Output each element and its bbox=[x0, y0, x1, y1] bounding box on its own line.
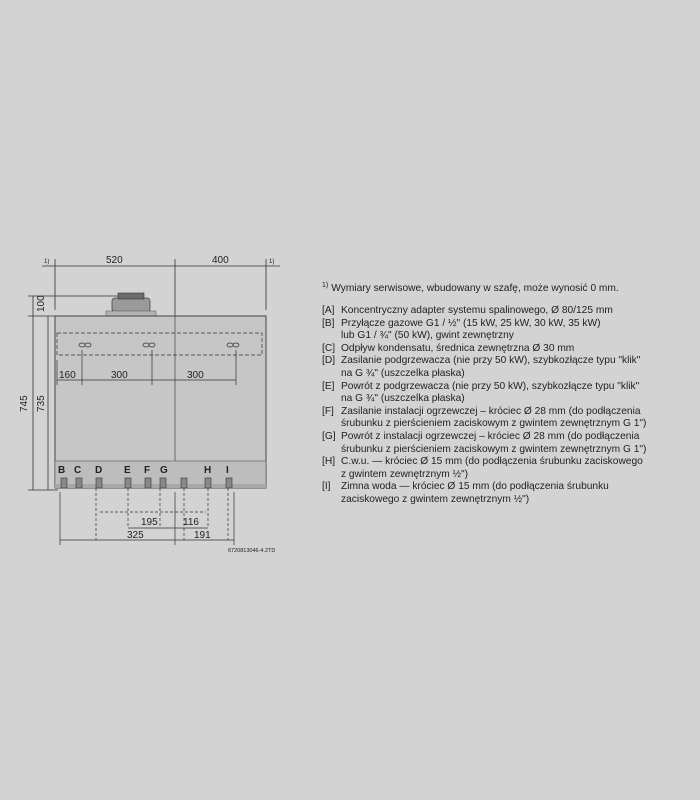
dim-300-b: 300 bbox=[187, 370, 204, 381]
footnote-text: Wymiary serwisowe, wbudowany w szafę, może wynosić 0 mm. bbox=[331, 283, 619, 294]
legend-item bbox=[322, 381, 692, 406]
legend-text: śrubunku z pierścieniem zaciskowym z gwintem zewnętrznym G 1") bbox=[341, 443, 647, 455]
legend-text: C.w.u. — króciec Ø 15 mm (do podłączenia śrubunku zaciskowego bbox=[341, 456, 643, 468]
connector-label: C bbox=[74, 465, 82, 476]
dim-745: 745 bbox=[19, 395, 30, 412]
connector-label: G bbox=[160, 465, 168, 476]
dim-195: 195 bbox=[141, 517, 158, 528]
dim-520: 520 bbox=[106, 255, 123, 266]
legend-item bbox=[322, 431, 692, 456]
legend-key: [D] bbox=[322, 355, 336, 367]
legend-text: Zimna woda — króciec Ø 15 mm (do podłączenia śrubunku bbox=[341, 481, 609, 493]
legend-key: [H] bbox=[322, 456, 336, 468]
legend-text: Zasilanie instalacji ogrzewczej – króciec Ø 28 mm (do podłączenia bbox=[341, 405, 641, 417]
connector-label: H bbox=[204, 465, 212, 476]
note-right: 1) bbox=[269, 259, 275, 265]
connector-label: E bbox=[124, 465, 131, 476]
footnote bbox=[322, 282, 692, 294]
legend-key: [I] bbox=[322, 481, 331, 493]
footnote-mark: 1) bbox=[322, 282, 329, 289]
dim-116: 116 bbox=[183, 517, 199, 528]
legend-text: Powrót z instalacji ogrzewczej – króciec Ø 28 mm (do podłączenia bbox=[341, 430, 640, 442]
legend-text: Koncentryczny adapter systemu spalinowego, Ø 80/125 mm bbox=[341, 305, 613, 316]
legend-item bbox=[322, 355, 692, 380]
dim-325: 325 bbox=[127, 530, 144, 541]
legend-key: [E] bbox=[322, 380, 335, 392]
legend-text: Zasilanie podgrzewacza (nie przy 50 kW), szybkozłącze typu "klik" bbox=[341, 355, 641, 367]
boiler-body bbox=[55, 316, 266, 488]
legend-text: Odpływ kondensatu, średnica zewnętrzna Ø 30 mm bbox=[341, 342, 575, 354]
dim-300-a: 300 bbox=[111, 370, 128, 381]
legend-key: [G] bbox=[322, 430, 336, 442]
legend-text: Powrót z podgrzewacza (nie przy 50 kW), szybkozłącze typu "klik" bbox=[341, 380, 640, 392]
legend-text: na G ¾" (uszczelka płaska) bbox=[341, 393, 465, 405]
legend-item bbox=[322, 481, 692, 506]
connector-label: F bbox=[144, 465, 151, 476]
legend-text: lub G1 / ¾" (50 kW), gwint zewnętrzny bbox=[341, 330, 514, 342]
legend-key: [A] bbox=[322, 305, 335, 316]
dim-400: 400 bbox=[212, 255, 229, 266]
legend-item bbox=[322, 318, 692, 343]
drawing-id: 6720813046-4.2TD bbox=[228, 548, 276, 554]
connector-label: B bbox=[58, 465, 66, 476]
legend-item bbox=[322, 406, 692, 431]
connector-label: D bbox=[95, 465, 103, 476]
legend-key: [C] bbox=[322, 342, 336, 354]
legend-text: śrubunku z pierścieniem zaciskowym z gwintem zewnętrznym G 1") bbox=[341, 418, 647, 430]
dim-191: 191 bbox=[194, 530, 211, 541]
flue-adapter bbox=[106, 293, 156, 316]
connector-label: I bbox=[226, 465, 229, 476]
legend-item bbox=[322, 343, 692, 356]
note-left: 1) bbox=[44, 259, 50, 265]
legend-text: Przyłącze gazowe G1 / ½" (15 kW, 25 kW, 30 kW, 35 kW) bbox=[341, 317, 601, 329]
legend-text: zaciskowego z gwintem zewnętrznym ½") bbox=[341, 493, 530, 505]
dim-100: 100 bbox=[36, 295, 47, 312]
legend-text: z gwintem zewnętrznym ½") bbox=[341, 468, 469, 480]
legend-list bbox=[322, 305, 692, 507]
dim-735: 735 bbox=[36, 395, 47, 412]
legend-item bbox=[322, 456, 692, 481]
legend-item bbox=[322, 305, 692, 318]
legend-key: [B] bbox=[322, 317, 335, 329]
legend-text: na G ¾" (uszczelka płaska) bbox=[341, 367, 465, 379]
dim-160: 160 bbox=[59, 370, 76, 381]
legend-key: [F] bbox=[322, 405, 334, 417]
